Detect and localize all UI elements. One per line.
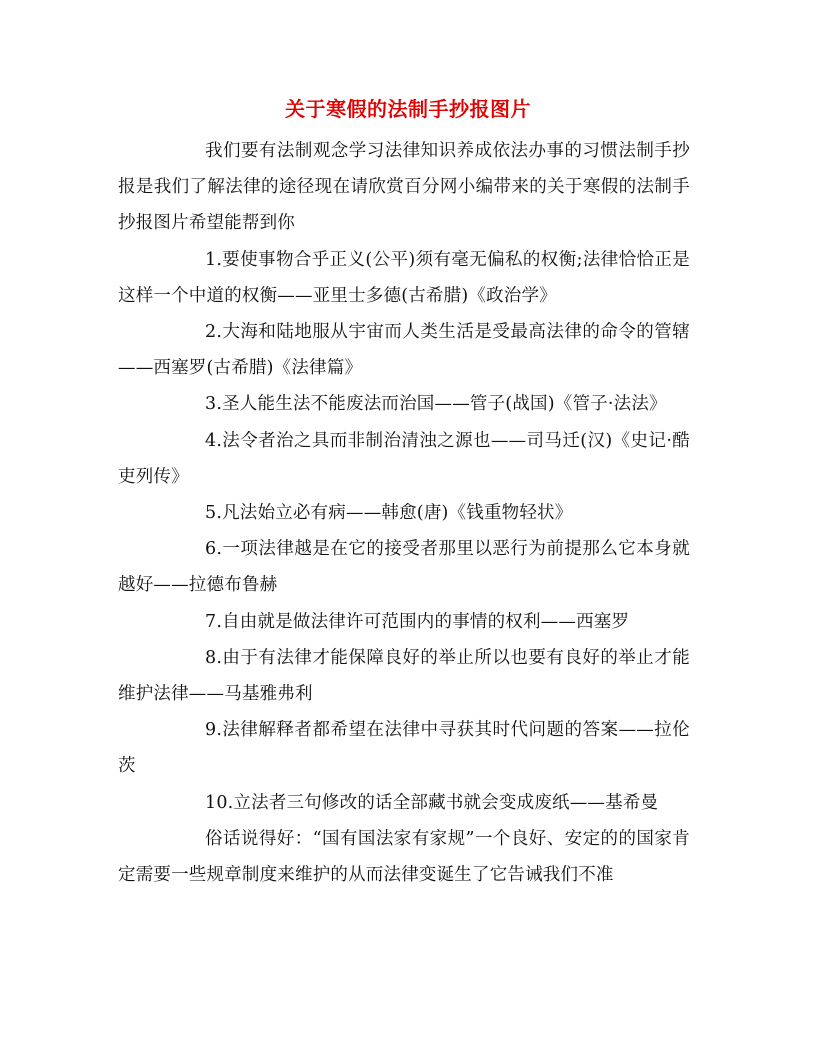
quote-item: 9.法律解释者都希望在法律中寻获其时代问题的答案——拉伦茨: [118, 720, 690, 777]
quote-item: 5.凡法始立必有病——韩愈(唐)《钱重物轻状》: [205, 503, 573, 524]
document-body: [118, 133, 690, 893]
quote-item: 3.圣人能生法不能废法而治国——管子(战国)《管子·法法》: [205, 394, 667, 415]
quote-item: 2.大海和陆地服从宇宙而人类生活是受最高法律的命令的管辖——西塞罗(古希腊)《法律篇》: [118, 322, 690, 379]
quote-item: 4.法令者治之具而非制治清浊之源也——司马迁(汉)《史记·酷吏列传》: [118, 430, 690, 487]
quote-item: 10.立法者三句修改的话全部藏书就会变成废纸——基希曼: [205, 792, 659, 813]
quote-item: 1.要使事物合乎正义(公平)须有毫无偏私的权衡;法律恰恰正是这样一个中道的权衡——亚里士多德(古希腊)《政治学》: [118, 249, 690, 306]
intro-paragraph: 我们要有法制观念学习法律知识养成依法办事的习惯法制手抄报是我们了解法律的途径现在请欣赏百分网小编带来的关于寒假的法制手抄报图片希望能帮到你: [118, 141, 690, 234]
closing-paragraph: 俗话说得好：“国有国法家有家规”一个良好、安定的的国家肯定需要一些规章制度来维护的从而法律变诞生了它告诫我们不准: [118, 828, 690, 886]
document-title: 关于寒假的法制手抄报图片: [285, 97, 531, 121]
quote-item: 8.由于有法律才能保障良好的举止所以也要有良好的举止才能维护法律——马基雅弗利: [118, 647, 690, 705]
quote-item: 7.自由就是做法律许可范围内的事情的权利——西塞罗: [205, 611, 630, 632]
quote-item: 6.一项法律越是在它的接受者那里以恶行为前提那么它本身就越好——拉德布鲁赫: [118, 539, 690, 596]
